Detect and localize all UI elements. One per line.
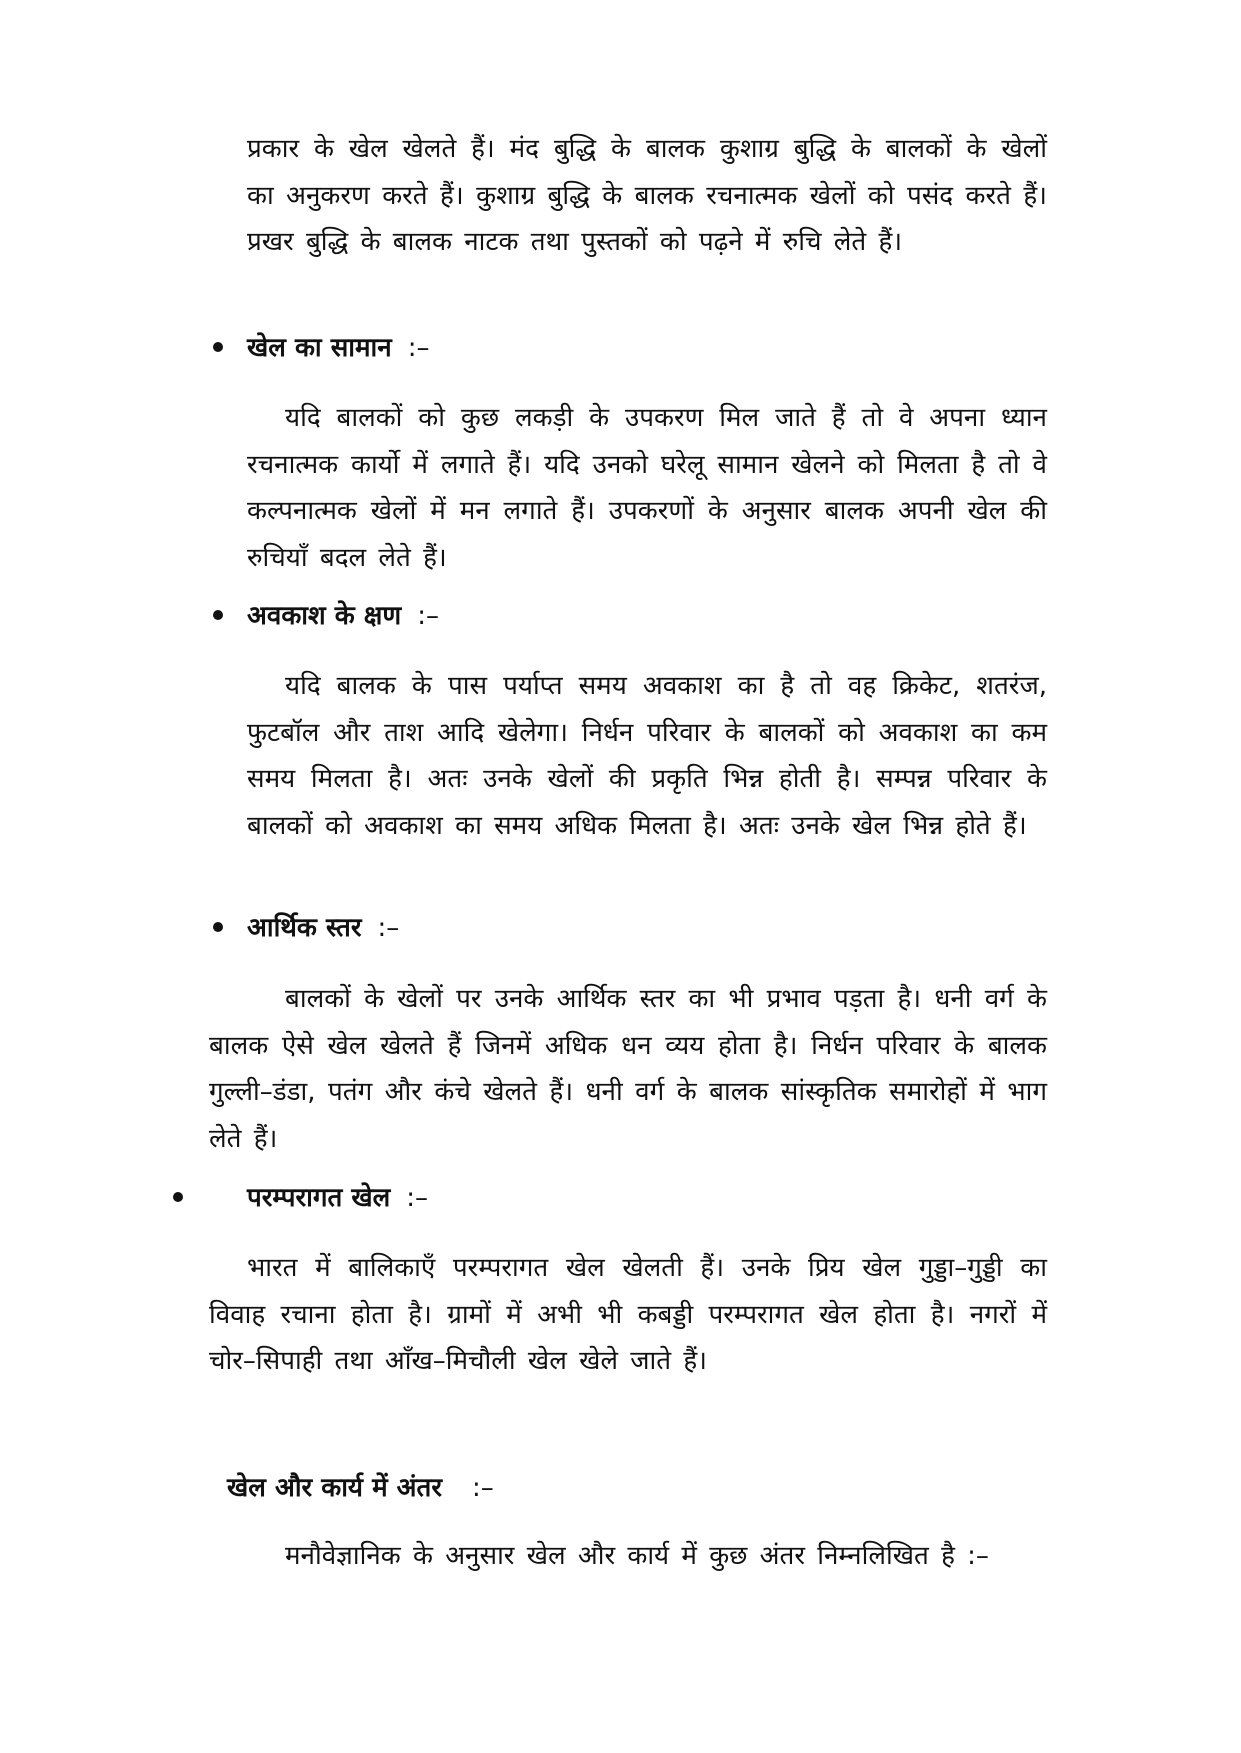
paragraph-intelligence — [247, 126, 1047, 266]
heading-title: खेल और कार्य में अंतर — [227, 1473, 442, 1503]
paragraph-traditional-games — [209, 1245, 1047, 1385]
bullet-icon — [213, 922, 223, 932]
heading-traditional-games — [247, 1178, 428, 1218]
paragraph-leisure-time — [247, 663, 1047, 849]
bullet-icon — [173, 1192, 183, 1202]
paragraph-text: यदि बालकों को कुछ लकड़ी के उपकरण मिल जाते हैं तो वे अपना ध्यान रचनात्मक कार्यो में लगाते हैं। यदि उनको घरेलू सामान खेलने को मिलता है तो वे कल्पनात्मक खेलों में मन लगाते हैं। उपकरणों के अनुसार बालक अपनी खेल की रुचियॉं बदल लेते हैं। — [247, 403, 1047, 573]
heading-title: खेल का सामान — [247, 333, 392, 363]
heading-suffix: :– — [417, 601, 439, 631]
paragraph-play-material — [247, 395, 1047, 581]
heading-suffix: :– — [377, 913, 400, 943]
heading-suffix: :– — [406, 1183, 429, 1213]
paragraph-text: यदि बालक के पास पर्याप्त समय अवकाश का है तो वह क्रिकेट, शतरंज, फुटबॉल और ताश आदि खेलेगा। निर्धन परिवार के बालकों को अवकाश का कम समय मिलता है। अतः उनके खेलों की प्रकृति भिन्न होती है। सम्पन्न परिवार के बालकों को अवकाश का समय अधिक मिलता है। अतः उनके खेल भिन्न होते हैं। — [247, 671, 1047, 841]
paragraph-differences-intro — [209, 1533, 1047, 1580]
paragraph-text: बालकों के खेलों पर उनके आर्थिक स्तर का भी प्रभाव पड़ता है। धनी वर्ग के बालक ऐसे खेल खेलते हैं जिनमें अधिक धन व्यय होता है। निर्धन परिवार के बालक गुल्ली–डंडा, पतंग और कंचे खेलते हैं। धनी वर्ग के बालक सांस्कृतिक समारोहों में भाग लेते हैं। — [209, 984, 1047, 1154]
heading-economic-status — [247, 908, 399, 948]
paragraph-text: भारत में बालिकाएँ परम्परागत खेल खेलती हैं। उनके प्रिय खेल गुड्डा–गुड्डी का विवाह रचाना होता है। ग्रामों में अभी भी कबड्डी परम्परागत खेल होता है। नगरों में चोर–सिपाही तथा ऑंख–मिचौली खेल खेले जाते हैं। — [209, 1253, 1047, 1376]
bullet-icon — [213, 610, 223, 620]
heading-leisure-time — [247, 596, 439, 636]
paragraph-economic-status — [209, 976, 1047, 1162]
heading-play-material — [247, 328, 430, 368]
heading-title: आर्थिक स्तर — [247, 913, 362, 943]
heading-title: परम्परागत खेल — [247, 1183, 391, 1213]
heading-suffix: :– — [471, 1473, 494, 1503]
bullet-icon — [213, 342, 223, 352]
paragraph-text: प्रकार के खेल खेलते हैं। मंद बुद्धि के बालक कुशाग्र बुद्धि के बालकों के खेलों का अनुकरण करते हैं। कुशाग्र बुद्धि के बालक रचनात्मक खेलों को पसंद करते हैं। प्रखर बुद्धि के बालक नाटक तथा पुस्तकों को पढ़ने में रुचि लेते हैं। — [247, 134, 1047, 257]
paragraph-text: मनौवेज्ञानिक के अनुसार खेल और कार्य में कुछ अंतर निम्नलिखित है :– — [285, 1541, 989, 1571]
heading-title: अवकाश के क्षण — [247, 601, 402, 631]
heading-play-vs-work — [227, 1468, 494, 1508]
heading-suffix: :– — [407, 333, 430, 363]
